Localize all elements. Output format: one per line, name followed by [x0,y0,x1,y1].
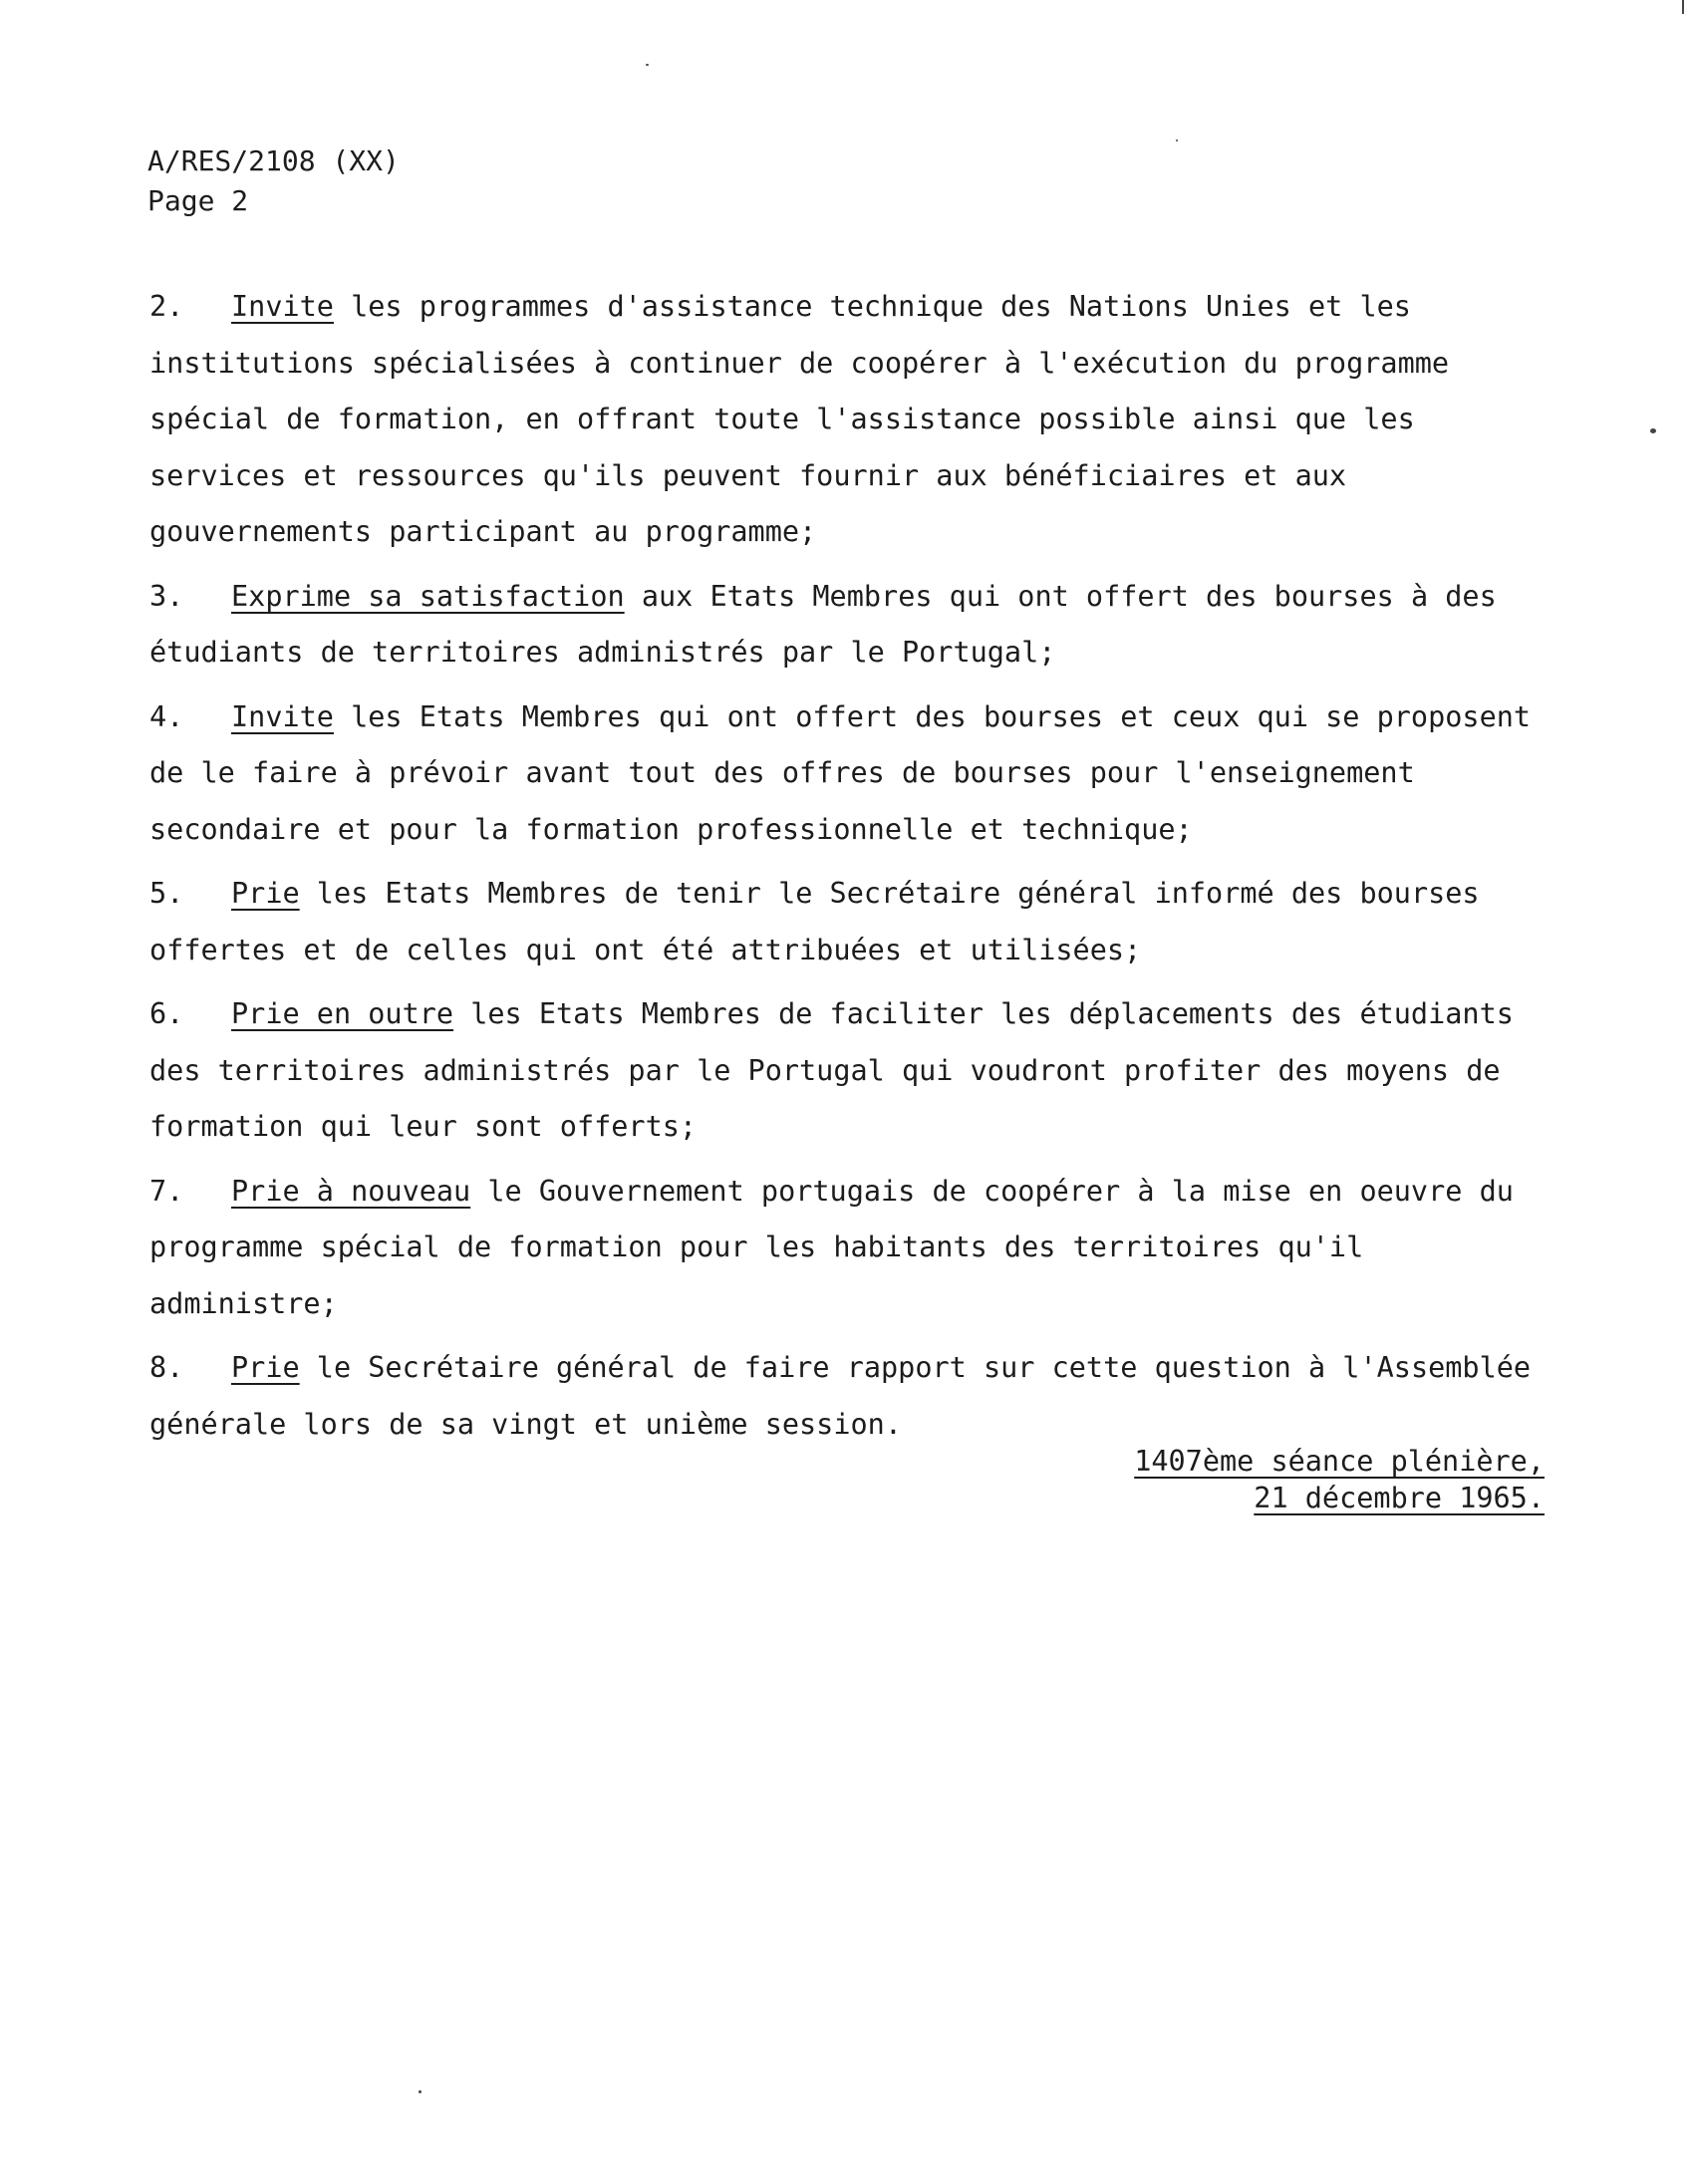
meeting-date: 21 décembre 1965. [1254,1482,1545,1514]
paragraph-text: les programmes d'assistance technique des Nations Unies et les institutions spécialisées à continuer de coopérer à l'exécution du programme spécial de formation, en offrant toute l'assistance possible ainsi que les services et ressources qu'ils peuvent fournir aux bénéficiaires et aux gouvernements participant au programme; [149,290,1450,548]
operative-keyword: Invite [231,699,334,733]
resolution-body [149,279,1564,1461]
paragraph-number: 5. [149,877,184,910]
scan-speck [1176,139,1178,141]
scan-speck [1682,0,1684,14]
paragraph-7 [149,1164,1564,1333]
paragraph-text: le Secrétaire général de faire rapport sur cette question à l'Assemblée générale lors de sa vingt et unième session. [149,1351,1532,1441]
scan-speck [646,64,649,66]
operative-keyword: Prie [231,877,300,910]
paragraph-number: 7. [149,1174,184,1208]
paragraph-text: les Etats Membres qui ont offert des bourses et ceux qui se proposent de le faire à prévoir avant tout des offres de bourses pour l'enseignement secondaire et pour la formation professionnelle et technique; [149,699,1532,846]
paragraph-number: 4. [149,699,184,733]
paragraph-number: 2. [149,290,184,323]
meeting-number: 1407ème séance plénière, [1134,1445,1545,1478]
document-header [147,141,400,221]
paragraph-text: le Gouvernement portugais de coopérer à la mise en oeuvre du programme spécial de formation pour les habitants des territoires qu'il administre; [149,1174,1514,1320]
paragraph-text: les Etats Membres de faciliter les déplacements des étudiants des territoires administrés par le Portugal qui voudront profiter des moyens de formation qui leur sont offerts; [149,997,1514,1143]
paragraph-4 [149,689,1564,859]
paragraph-3 [149,569,1564,682]
document-symbol: A/RES/2108 (XX) [147,144,400,177]
scan-speck [1650,428,1656,433]
operative-keyword: Prie à nouveau [231,1174,471,1208]
paragraph-8 [149,1340,1564,1453]
operative-keyword: Prie [231,1351,300,1384]
paragraph-text: aux Etats Membres qui ont offert des bourses à des étudiants de territoires administrés par le Portugal; [149,579,1497,669]
operative-keyword: Invite [231,290,334,323]
paragraph-text: les Etats Membres de tenir le Secrétaire général informé des bourses offertes et de celles qui ont été attribuées et utilisées; [149,877,1480,966]
scan-speck [419,2090,422,2093]
meeting-signature [1056,1443,1545,1516]
paragraph-6 [149,986,1564,1156]
page-label: Page 2 [147,184,249,217]
paragraph-number: 8. [149,1351,184,1384]
operative-keyword: Prie en outre [231,997,454,1030]
paragraph-number: 6. [149,997,184,1030]
operative-keyword: Exprime sa satisfaction [231,579,625,613]
paragraph-2 [149,279,1564,561]
paragraph-5 [149,866,1564,978]
paragraph-number: 3. [149,579,184,613]
